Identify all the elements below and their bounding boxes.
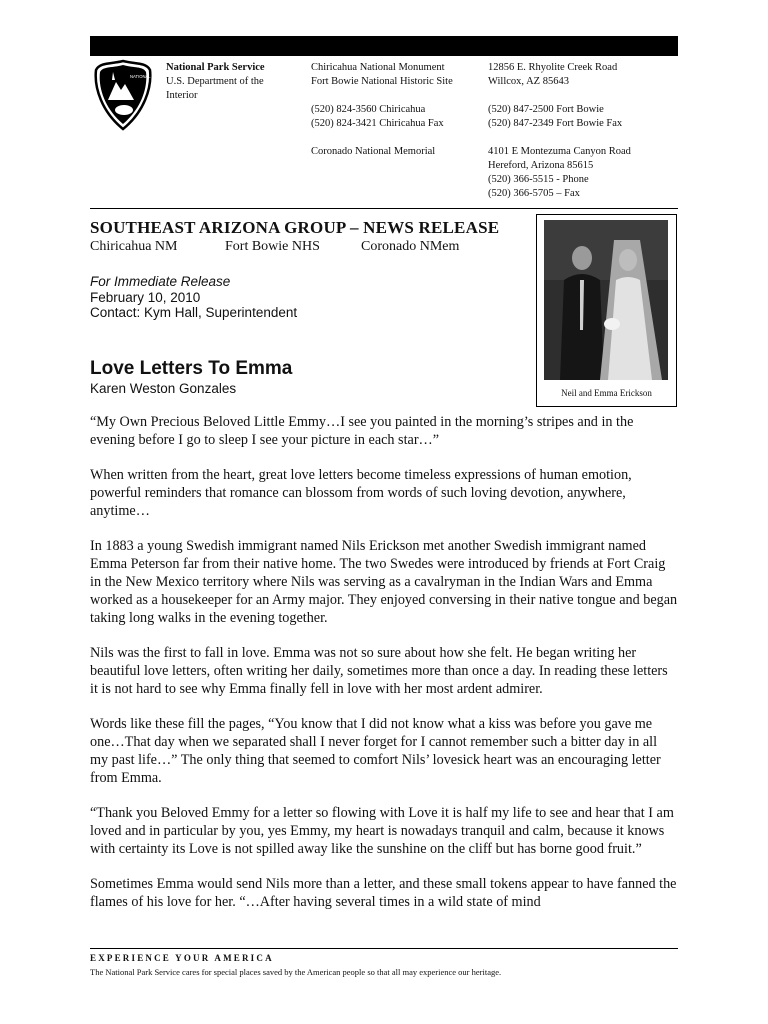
release-contact: Contact: Kym Hall, Superintendent — [90, 305, 298, 320]
logo-text: NATIONAL PARK SERVICE — [130, 74, 183, 79]
unit-fort-bowie: Fort Bowie NHS — [225, 239, 320, 254]
phone-chiricahua: (520) 824-3560 Chiricahua — [311, 104, 426, 115]
footer-tagline: EXPERIENCE YOUR AMERICA — [90, 953, 274, 963]
paragraph: Sometimes Emma would send Nils more than a letter, and these small tokens appear to have fanned the flames of his love for her. “…After having several times in a wild state of mind — [90, 876, 677, 910]
phone-fort-bowie: (520) 847-2500 Fort Bowie — [488, 104, 604, 115]
article-title: Love Letters To Emma — [90, 358, 293, 379]
paragraph: In 1883 a young Swedish immigrant named Nils Erickson met another Swedish immigrant named Emma Peterson far from their native home. The two Swedes were introduced by friends at Fort Craig in the New Mexico territory where Nils was serving as a cavalryman in the Indian Wars and Emma worked as a housekeeper for an Army major. They enjoyed conversing in their native tongue and began taking long walks in the evening together. — [90, 538, 678, 626]
footer-mission: The National Park Service cares for special places saved by the American people so that all may experience our heritage. — [90, 967, 502, 977]
phone-coronado: (520) 366-5515 - Phone — [488, 174, 589, 185]
header-column-parks — [311, 61, 481, 159]
fax-fort-bowie: (520) 847-2349 Fort Bowie Fax — [488, 118, 623, 129]
address-line-2: Willcox, AZ 85643 — [488, 76, 569, 87]
header-black-bar — [90, 36, 678, 56]
unit-chiricahua: Chiricahua NM — [90, 239, 178, 254]
immediate-release: For Immediate Release — [90, 274, 231, 289]
address-line-4: Hereford, Arizona 85615 — [488, 160, 594, 171]
paragraph: Words like these fill the pages, “You know that I did not know what a kiss was before you gave me one…That day when we separated shall I never forget for I cannot remember such a bitter day in all my past life…” The only thing that seemed to comfort Nils’ lovesick heart was an encouraging letter from Emma. — [90, 716, 661, 786]
paragraph: “My Own Precious Beloved Little Emmy…I see you painted in the morning’s stripes and in the evening before I go to sleep I see your picture in each star…” — [90, 414, 634, 448]
park-name-chiricahua: Chiricahua National Monument — [311, 62, 445, 73]
department-line-2: Interior — [166, 90, 198, 101]
park-name-fort-bowie: Fort Bowie National Historic Site — [311, 76, 453, 87]
paragraph: When written from the heart, great love letters become timeless expressions of human emotion, powerful reminders that romance can blossom from words of such loving devotion, anywhere, anytime… — [90, 467, 632, 519]
department-line-1: U.S. Department of the — [166, 76, 264, 87]
paragraph: “Thank you Beloved Emmy for a letter so flowing with Love it is half my life to see and hear that I am loved and in particular by you, yes Emmy, my heart is nowadays tranquil and calm, because it knows with certainty its Love is not spilled away like the sunshine on the cliff but has borne good fruit.” — [90, 805, 674, 857]
units-line — [90, 239, 459, 255]
release-date: February 10, 2010 — [90, 289, 201, 305]
news-release-title: SOUTHEAST ARIZONA GROUP – NEWS RELEASE — [90, 218, 500, 237]
park-name-coronado: Coronado National Memorial — [311, 146, 436, 157]
fax-chiricahua: (520) 824-3421 Chiricahua Fax — [311, 118, 444, 129]
article-body — [90, 413, 678, 928]
unit-coronado: Coronado NMem — [361, 239, 460, 254]
header-divider — [90, 208, 678, 209]
fax-coronado: (520) 366-5705 – Fax — [488, 188, 580, 199]
photo-caption: Neil and Emma Erickson — [561, 388, 652, 398]
wedding-photo — [544, 220, 668, 380]
header-column-addresses — [488, 61, 678, 201]
agency-name: National Park Service — [166, 62, 265, 73]
paragraph: Nils was the first to fall in love. Emma was not so sure about how she felt. He began writing her beautiful love letters, often writing her daily, sometimes more than once a day. In reading these letters it is not hard to see why Emma finally fell in love with her most ardent admirer. — [90, 645, 668, 697]
address-line-3: 4101 E Montezuma Canyon Road — [488, 146, 631, 157]
release-info — [90, 274, 297, 321]
footer-divider — [90, 948, 678, 949]
agency-block — [166, 61, 296, 103]
article-author: Karen Weston Gonzales — [90, 381, 237, 396]
address-line-1: 12856 E. Rhyolite Creek Road — [488, 62, 618, 73]
